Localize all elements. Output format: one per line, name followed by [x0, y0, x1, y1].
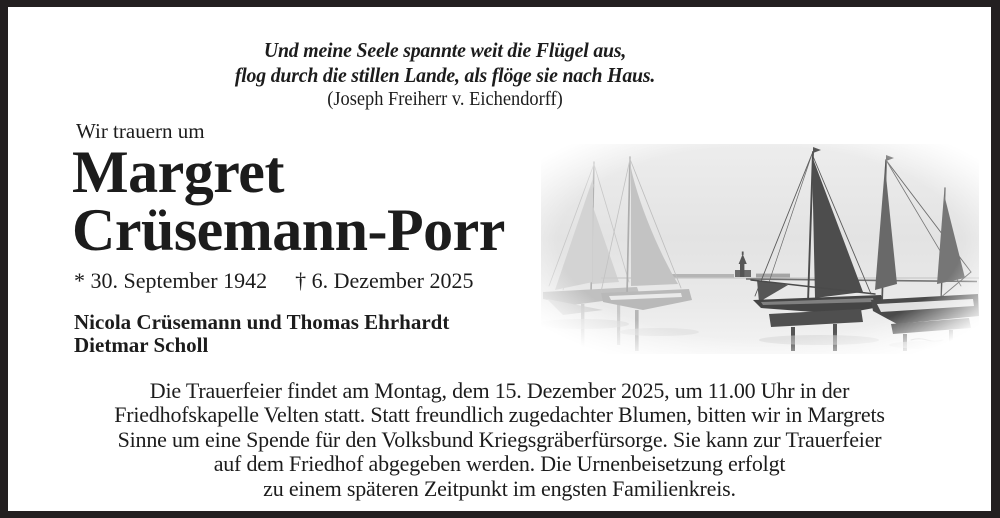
announcement-line-1: Die Trauerfeier findet am Montag, dem 15. Dezember 2025, um 11.00 Uhr in der: [149, 378, 850, 403]
quote-block: [43, 38, 847, 111]
announcement-line-4: auf dem Friedhof abgegeben werden. Die Urnenbeisetzung erfolgt: [213, 451, 786, 477]
etching-vignette: [541, 144, 979, 354]
announcement-line-2: Friedhofskapelle Velten statt. Statt freundlich zugedachter Blumen, bitten wir in Margrets: [114, 402, 885, 428]
deceased-name-line-1: Margret: [72, 139, 284, 205]
deceased-name: [72, 139, 505, 263]
announcement-line-5: zu einem späteren Zeitpunkt im engsten Familienkreis.: [263, 475, 736, 501]
intro-text: Wir trauern um: [76, 119, 205, 143]
mourners-line-1: Nicola Crüsemann und Thomas Ehrhardt: [74, 310, 450, 334]
announcement-paragraph: [18, 379, 981, 501]
mourners-block: [74, 311, 449, 357]
sailboats-image: [541, 144, 979, 354]
quote-attribution: (Joseph Freiherr v. Eichendorff): [327, 88, 563, 110]
death-date: † 6. Dezember 2025: [295, 268, 474, 293]
quote-line-1: Und meine Seele spannte weit die Flügel aus,: [263, 38, 627, 62]
quote-line-2: flog durch die stillen Lande, als flöge sie nach Haus.: [234, 63, 656, 87]
mourners-line-2: Dietmar Scholl: [74, 333, 209, 357]
announcement-line-3: Sinne um eine Spende für den Volksbund Kriegsgräberfürsorge. Sie kann zur Trauerfeier: [117, 426, 882, 452]
deceased-name-line-2: Crüsemann-Porr: [72, 197, 505, 263]
life-dates: [74, 268, 473, 294]
birth-date: * 30. September 1942: [74, 268, 268, 293]
